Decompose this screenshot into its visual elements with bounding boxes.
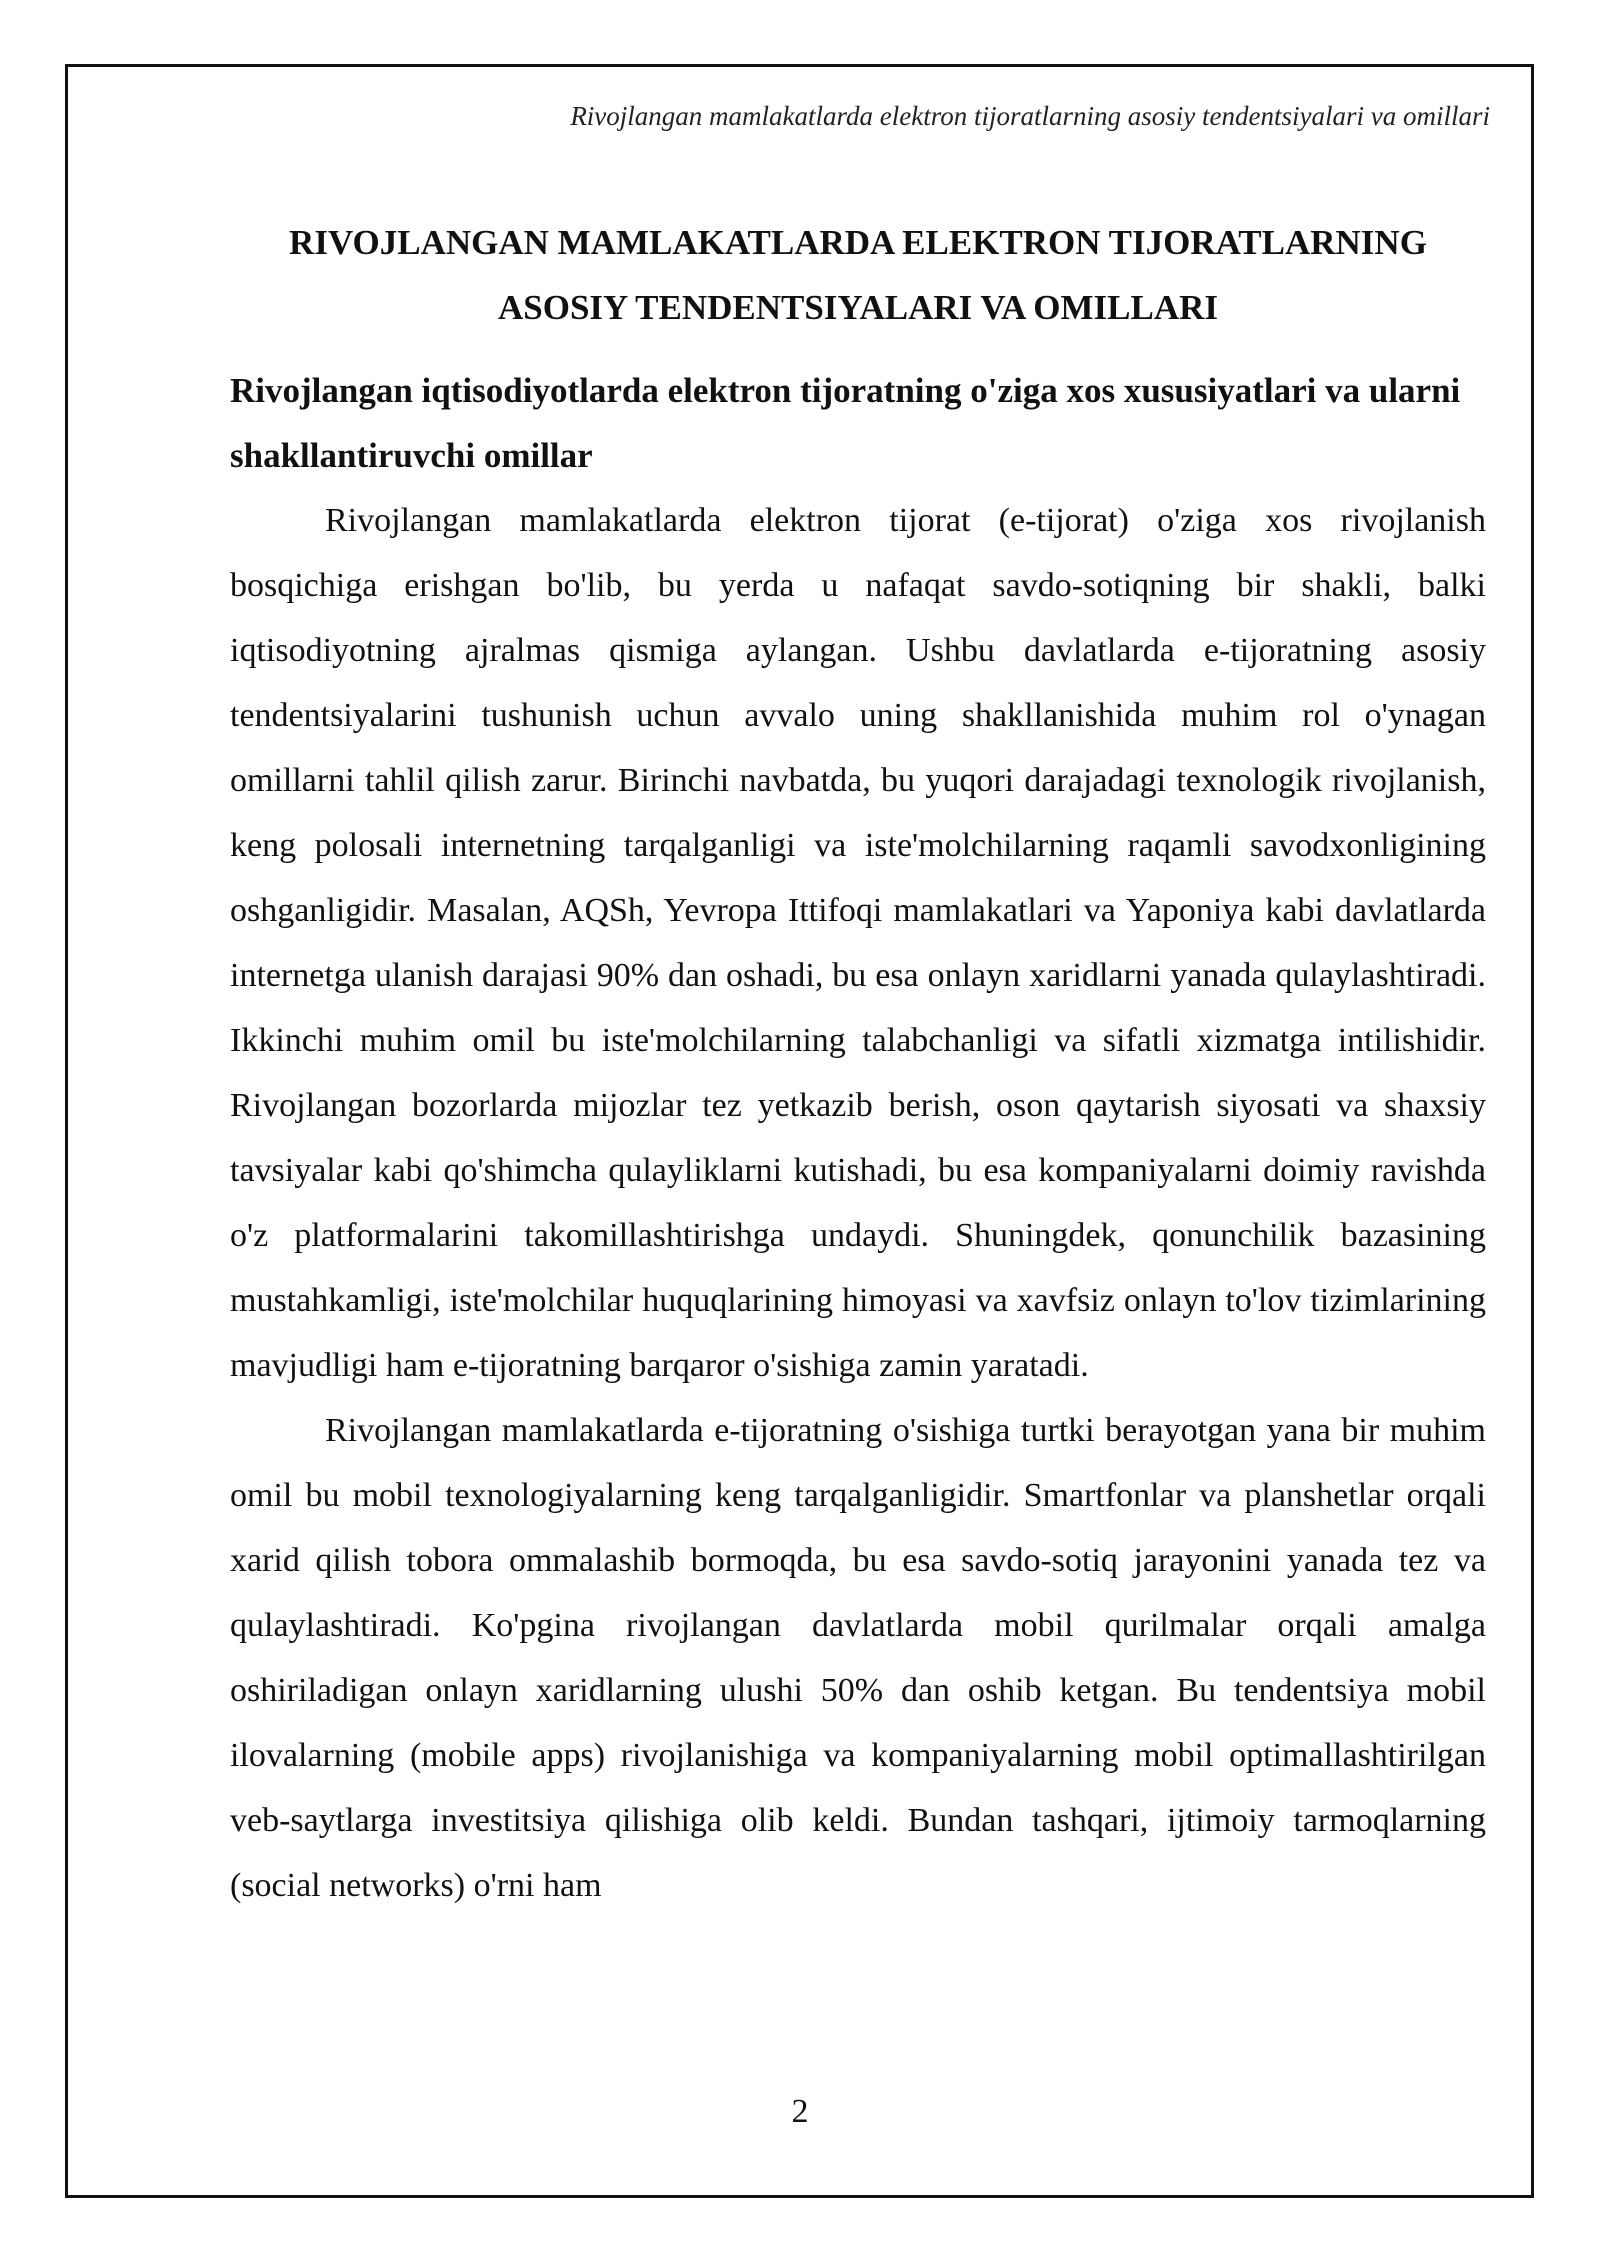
section-heading: Rivojlangan iqtisodiyotlarda elektron tijoratning o'ziga xos xususiyatlari va ularni shakllantiruvchi omillar xyxy=(230,371,1461,475)
document-title: RIVOJLANGAN MAMLAKATLARDA ELEKTRON TIJORATLARNING ASOSIY TENDENTSIYALARI VA OMILLARI xyxy=(289,223,1427,327)
running-header: Rivojlangan mamlakatlarda elektron tijoratlarning asosiy tendentsiyalari va omillari xyxy=(570,101,1490,131)
page-number: 2 xyxy=(791,2093,809,2130)
document-body xyxy=(230,210,1486,1918)
paragraph-2: Rivojlangan mamlakatlarda e-tijoratning o'sishiga turtki berayotgan yana bir muhim omil bu mobil texnologiyalarning keng tarqalganligidir. Smartfonlar va planshetlar orqali xarid qilish tobora ommalashib bormoqda, bu esa savdo-sotiq jarayonini yanada tez va qulaylashtiradi. Ko'pgina rivojlangan davlatlarda mobil qurilmalar orqali amalga oshiriladigan onlayn xaridlarning ulushi 50% dan oshib ketgan. Bu tendentsiya mobil ilovalarning (mobile apps) rivojlanishiga va kompaniyalarning mobil optimallashtirilgan veb-saytlarga investitsiya qilishiga olib keldi. Bundan tashqari, ijtimoiy tarmoqlarning (social networks) o'rni ham xyxy=(230,1412,1486,1904)
paragraph-1: Rivojlangan mamlakatlarda elektron tijorat (e-tijorat) o'ziga xos rivojlanish bosqichiga erishgan bo'lib, bu yerda u nafaqat savdo-sotiqning bir shakli, balki iqtisodiyotning ajralmas qismiga aylangan. Ushbu davlatlarda e-tijoratning asosiy tendentsiyalarini tushunish uchun avvalo uning shakllanishida muhim rol o'ynagan omillarni tahlil qilish zarur. Birinchi navbatda, bu yuqori darajadagi texnologik rivojlanish, keng polosali internetning tarqalganligi va iste'molchilarning raqamli savodxonligining oshganligidir. Masalan, AQSh, Yevropa Ittifoqi mamlakatlari va Yaponiya kabi davlatlarda internetga ulanish darajasi 90% dan oshadi, bu esa onlayn xaridlarni yanada qulaylashtiradi. Ikkinchi muhim omil bu iste'molchilarning talabchanligi va sifatli xizmatga intilishidir. Rivojlangan bozorlarda mijozlar tez yetkazib berish, oson qaytarish siyosati va shaxsiy tavsiyalar kabi qo'shimcha qulayliklarni kutishadi, bu esa kompaniyalarni doimiy ravishda o'z platformalarini takomillashtirishga undaydi. Shuningdek, qonunchilik bazasining mustahkamligi, iste'molchilar huquqlarining himoyasi va xavfsiz onlayn to'lov tizimlarining mavjudligi ham e-tijoratning barqaror o'sishiga zamin yaratadi. xyxy=(230,502,1486,1384)
